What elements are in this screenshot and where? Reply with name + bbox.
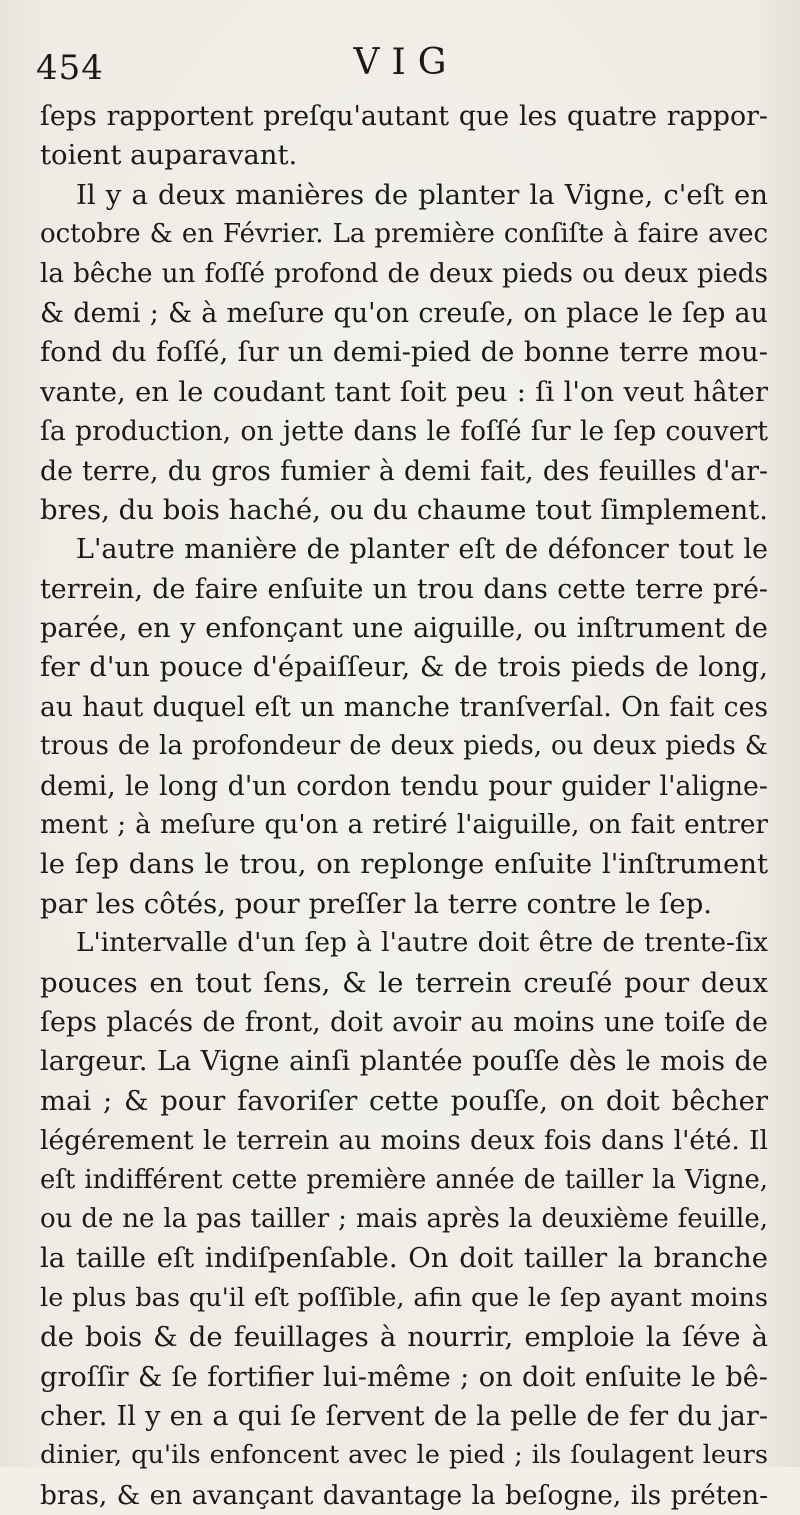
text-line: Il y a deux manières de planter la Vigne, c'eſt en	[76, 178, 768, 211]
text-line: trous de la profondeur de deux pieds, ou deux pieds &	[40, 731, 768, 762]
text-line: parée, en y enfonçant une aiguille, ou inſtrument de	[40, 613, 768, 645]
text-line: la bêche un foſſé profond de deux pieds ou deux pieds	[40, 258, 768, 289]
page-number: 454	[36, 48, 104, 88]
text-line: octobre & en Février. La première conſiſte à faire avec	[40, 219, 768, 250]
text-line: ou de ne la pas tailler ; mais après la deuxième feuille,	[40, 1203, 768, 1234]
text-line: demi, le long d'un cordon tendu pour guider l'aligne-	[40, 770, 768, 802]
text-line: pouces en tout ſens, & le terrein creuſé pour deux	[40, 966, 768, 999]
text-line: mai ; & pour favoriſer cette pouſſe, on doit bêcher	[40, 1084, 768, 1117]
text-line: dinier, qu'ils enfoncent avec le pied ; ils ſoulagent leurs	[40, 1440, 768, 1471]
text-line: L'autre manière de planter eſt de défoncer tout le	[76, 534, 768, 566]
running-head: VIG	[353, 42, 459, 83]
page-header	[36, 42, 776, 94]
text-line: fer d'un pouce d'épaiſſeur, & de trois pieds de long,	[40, 651, 768, 684]
text-line: fond du foſſé, ſur un demi-pied de bonne terre mou-	[40, 336, 768, 369]
text-line: de terre, du gros fumier à demi fait, des feuilles d'ar-	[40, 455, 768, 487]
text-line: bres, du bois haché, ou du chaume tout ſimplement.	[40, 493, 768, 526]
body-text	[40, 97, 768, 1515]
text-line: de bois & de feuillages à nourrir, emploie la ſéve à	[40, 1321, 768, 1354]
text-line: & demi ; & à meſure qu'on creuſe, on place le ſep au	[40, 297, 768, 329]
text-line: ment ; à meſure qu'on a retiré l'aiguille, on fait entrer	[40, 810, 768, 841]
text-line: vante, en le coudant tant ſoit peu : ſi l'on veut hâter	[40, 375, 768, 408]
text-line: ſa production, on jette dans le foſſé ſur le ſep couvert	[40, 416, 768, 448]
text-line: terrein, de faire enſuite un trou dans cette terre pré-	[40, 573, 768, 605]
text-line: le ſep dans le trou, on replonge enſuite l'inſtrument	[40, 848, 768, 881]
text-line: légérement le terrein au moins deux fois dans l'été. Il	[40, 1125, 768, 1157]
text-line: cher. Il y en a qui ſe ſervent de la pelle de fer du jar-	[40, 1400, 768, 1432]
text-line: le plus bas qu'il eſt poſſible, afin que le ſep ayant moins	[40, 1282, 768, 1313]
text-line: bras, & en avançant davantage la beſogne, ils préten-	[40, 1479, 768, 1511]
text-line: par les côtés, pour preſſer la terre contre le ſep.	[40, 887, 713, 920]
text-line: ſeps placés de front, doit avoir au moins une toiſe de	[40, 1006, 768, 1038]
text-line: au haut duquel eſt un manche tranſverſal. On fait ces	[40, 691, 768, 723]
text-line: groſſir & ſe fortifier lui-même ; on doit enſuite le bê-	[40, 1361, 768, 1393]
text-line: toient auparavant.	[40, 139, 298, 172]
text-line: L'intervalle d'un ſep à l'autre doit être de trente-ſix	[76, 928, 768, 959]
text-line: la taille eſt indiſpenſable. On doit tailler la branche	[40, 1242, 768, 1275]
text-line: largeur. La Vigne ainſi plantée pouſſe dès le mois de	[40, 1046, 768, 1078]
text-line: eſt indifférent cette première année de tailler la Vigne,	[40, 1164, 768, 1195]
text-line: ſeps rapportent preſqu'autant que les quatre rappor-	[40, 101, 768, 132]
